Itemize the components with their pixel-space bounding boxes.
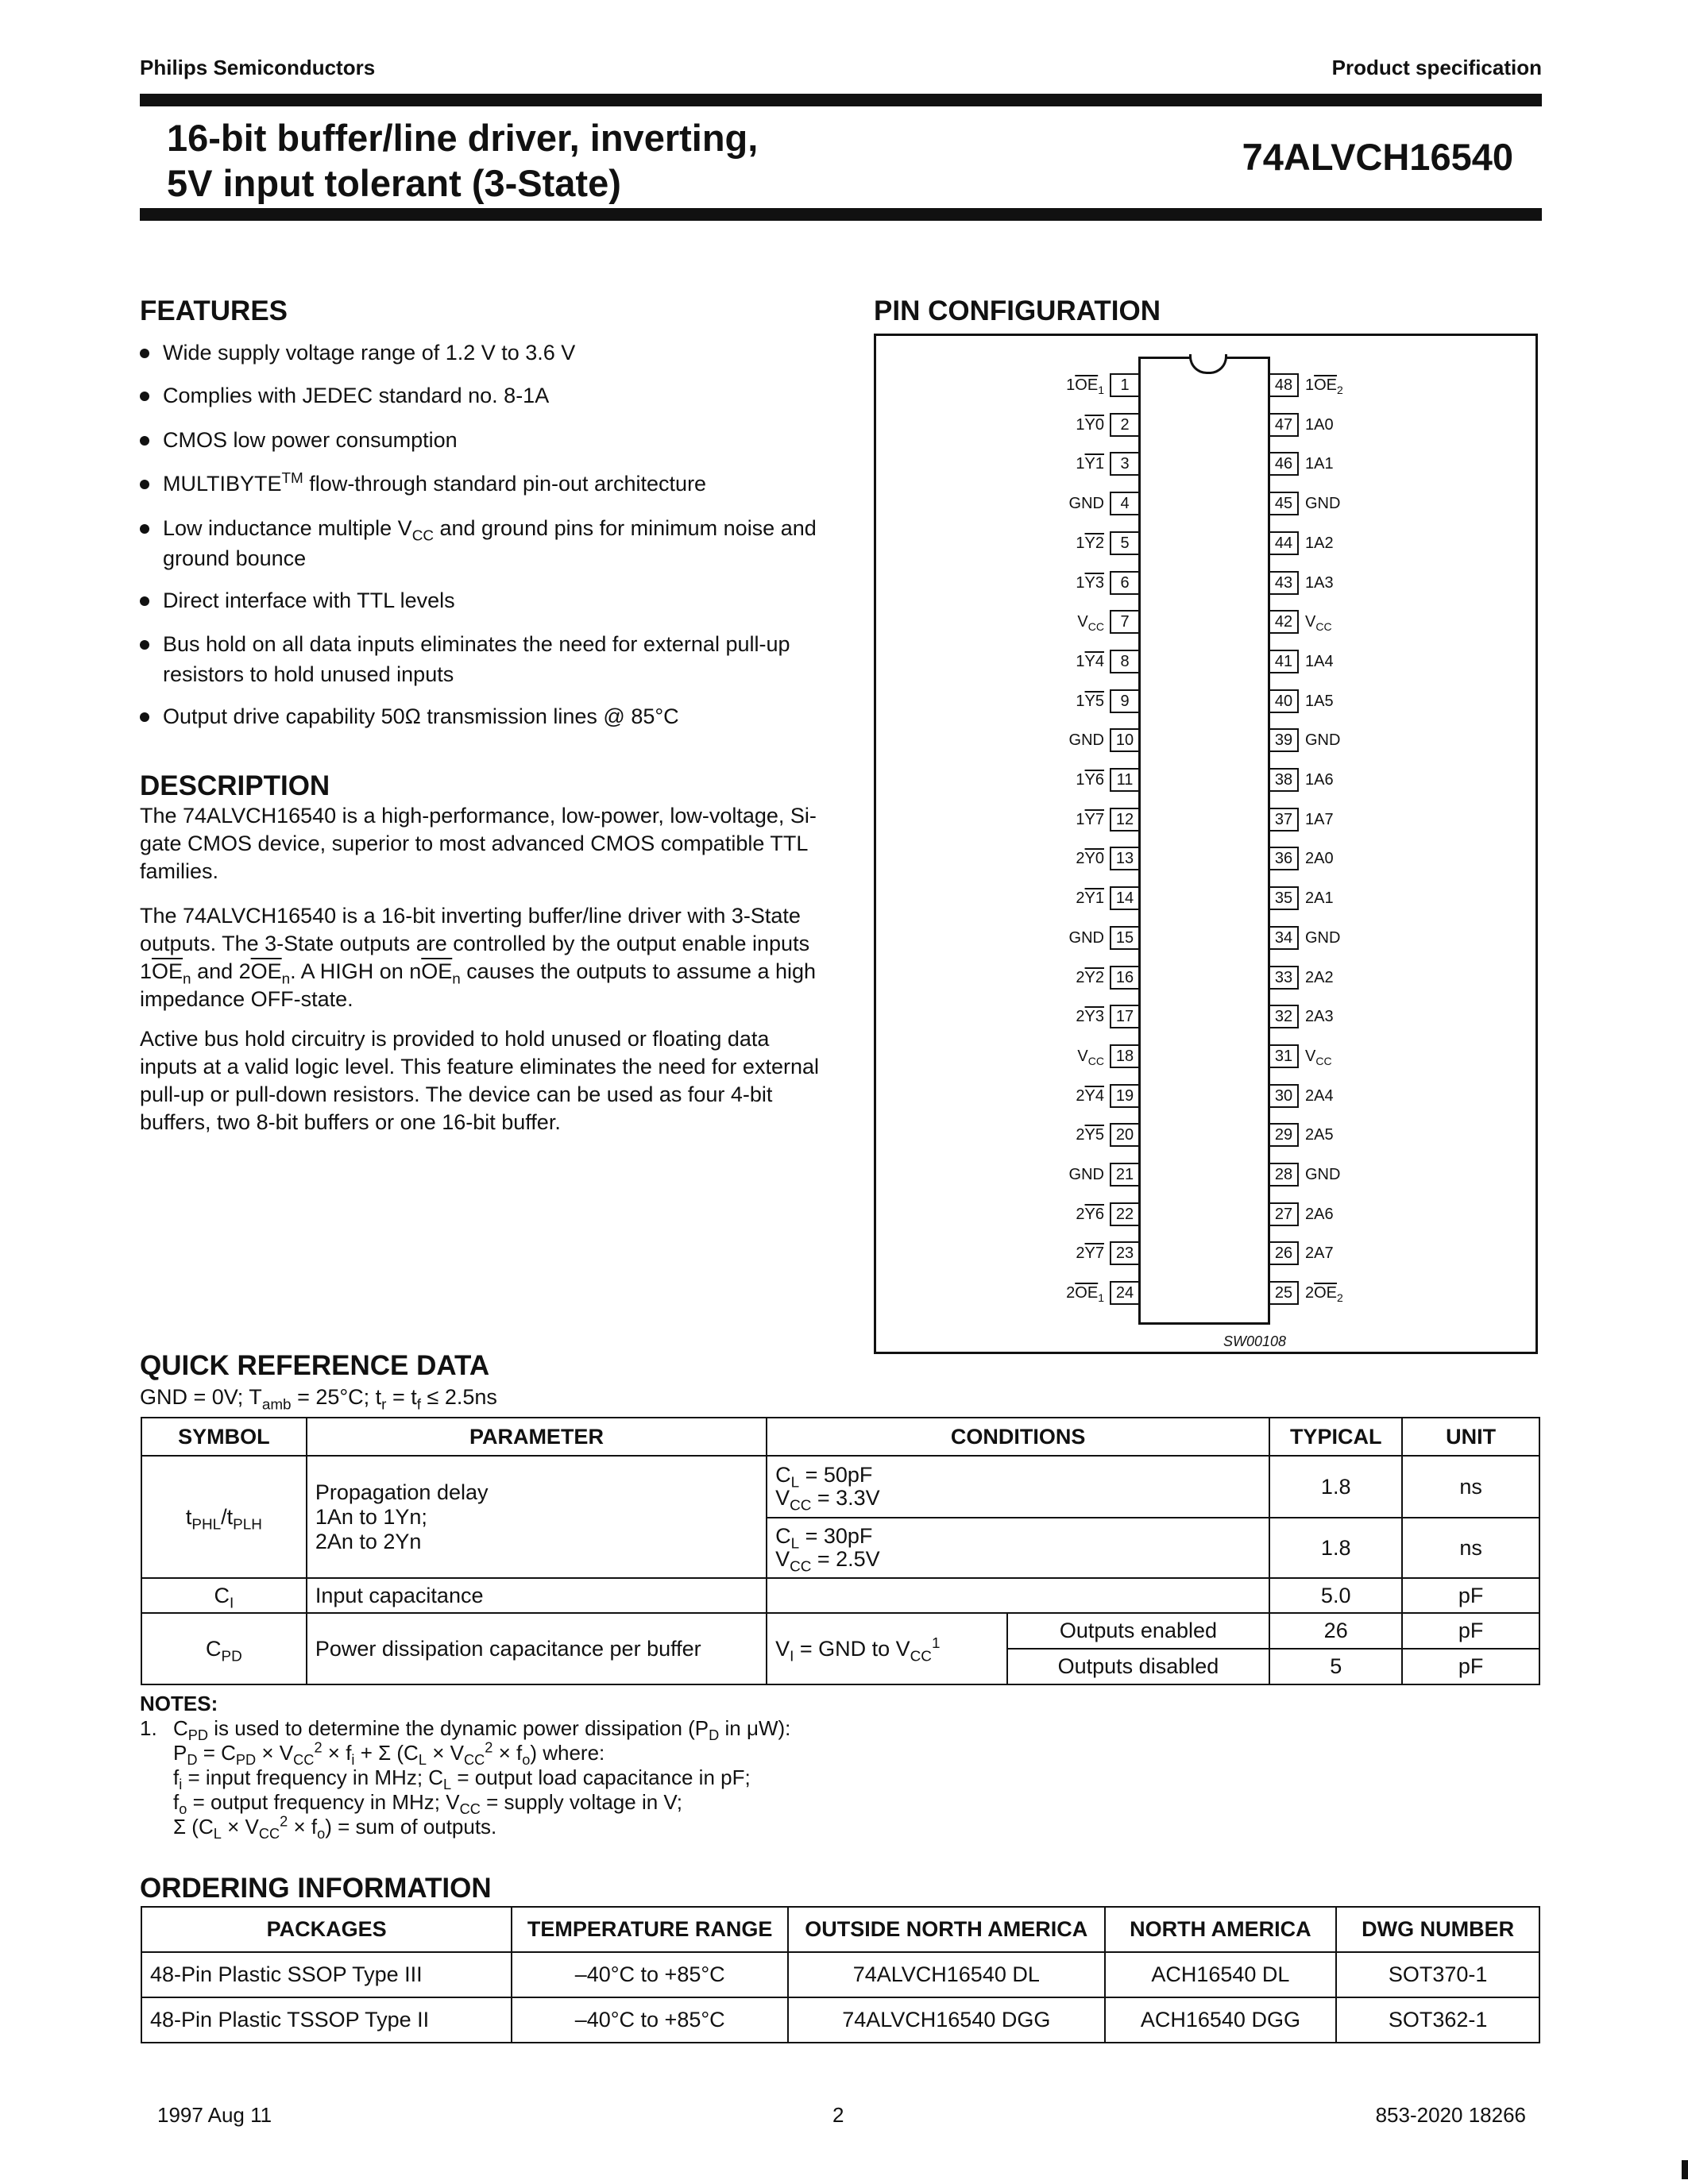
pin-number: 30 <box>1269 1084 1299 1108</box>
notes <box>140 1692 934 1843</box>
pin-number: 2 <box>1110 413 1140 437</box>
feature-item: Output drive capability 50Ω transmission lines @ 85°C <box>140 701 823 731</box>
package-cell: 48-Pin Plastic TSSOP Type II <box>141 1997 512 2043</box>
pin-number: 46 <box>1269 452 1299 476</box>
pin-number: 27 <box>1269 1202 1299 1226</box>
pin-number: 3 <box>1110 452 1140 476</box>
pin-number: 39 <box>1269 728 1299 752</box>
pin-label: 2A2 <box>1305 968 1334 986</box>
north-america-cell: ACH16540 DL <box>1105 1952 1337 1997</box>
pin-number: 32 <box>1269 1005 1299 1028</box>
parameter-cell: Input capacitance <box>307 1578 767 1613</box>
pin-number: 5 <box>1110 531 1140 555</box>
pin-number: 36 <box>1269 847 1299 870</box>
pin-number: 11 <box>1110 768 1140 792</box>
column-header: PARAMETER <box>307 1418 767 1456</box>
pin-label: 1A1 <box>1305 455 1334 473</box>
unit-cell: ns <box>1402 1456 1539 1518</box>
typical-cell: 5 <box>1269 1649 1402 1684</box>
pin-label: 2Y5 <box>1076 1126 1104 1144</box>
pin-number: 9 <box>1110 689 1140 713</box>
pin-number: 44 <box>1269 531 1299 555</box>
pin-label: $1\overline{OE}_2$ <box>1305 376 1343 396</box>
feature-item: Direct interface with TTL levels <box>140 585 823 615</box>
outside-na-cell: 74ALVCH16540 DGG <box>788 1997 1105 2043</box>
bullet-icon <box>140 640 149 650</box>
pin-number: 28 <box>1269 1163 1299 1187</box>
feature-item: MULTIBYTE™ flow-through standard pin-out architecture <box>140 469 823 499</box>
north-america-cell: ACH16540 DGG <box>1105 1997 1337 2043</box>
pin-number: 43 <box>1269 571 1299 595</box>
pin-number: 41 <box>1269 650 1299 673</box>
pin-number: 12 <box>1110 808 1140 832</box>
pin-label: GND <box>1068 731 1104 750</box>
bullet-icon <box>140 712 149 722</box>
footer-date: 1997 Aug 11 <box>157 2103 272 2127</box>
pin-number: 18 <box>1110 1044 1140 1068</box>
description-paragraph-1: The 74ALVCH16540 is a high-performance, low-power, low-voltage, Si-gate CMOS device, superior to most advanced CMOS compatible TTL families. <box>140 804 817 883</box>
pin-label: 1Y2 <box>1076 534 1104 552</box>
pin-number: 38 <box>1269 768 1299 792</box>
bullet-icon <box>140 596 149 606</box>
typical-cell: 26 <box>1269 1613 1402 1649</box>
pin-number: 13 <box>1110 847 1140 870</box>
figure-code: SW00108 <box>1223 1333 1287 1349</box>
pin-label: 1A5 <box>1305 692 1334 710</box>
package-cell: 48-Pin Plastic SSOP Type III <box>141 1952 512 1997</box>
pin-number: 24 <box>1110 1281 1140 1305</box>
pin-label: 1Y5 <box>1076 692 1104 710</box>
pin-number: 21 <box>1110 1163 1140 1187</box>
ordering-heading: ORDERING INFORMATION <box>140 1873 492 1904</box>
pin-number: 25 <box>1269 1281 1299 1305</box>
conditions-cell: Outputs enabled <box>1007 1613 1270 1649</box>
pin-number: 45 <box>1269 492 1299 515</box>
pin-number: 4 <box>1110 492 1140 515</box>
pin-label: GND <box>1305 1166 1341 1183</box>
pin-number: 16 <box>1110 966 1140 990</box>
pin-number: 7 <box>1110 610 1140 634</box>
conditions-cell: $C_L = 30pF$ $V_{CC} = 2.5V$ <box>767 1518 1269 1578</box>
pin-label: $2\overline{OE}_1$ <box>1066 1284 1104 1305</box>
pin-label: GND <box>1068 1166 1104 1183</box>
pin-label: 2A7 <box>1305 1244 1334 1263</box>
quick-ref-heading: QUICK REFERENCE DATA <box>140 1350 490 1381</box>
crop-mark <box>1682 2160 1688 2179</box>
note-1: 1. $C_{PD}$ is used to determine the dynamic power dissipation ($P_D$ in μW): $P_D = C_{PD} \times V_{CC}^2 \times f_i + \Sigma$ $(C_L \times V_{CC}^2 \times f_o)$ where: $f_i$ = input frequency in MHz; $C_L$ = output load capacitance in pF; $f_o$ = output frequency in MHz; $V_{CC}$ = supply voltage in V; Σ $(C_L \times V_{CC}^2 \times f_o)$ = sum of outputs. <box>140 1716 791 1843</box>
page-number: 2 <box>832 2103 844 2127</box>
parameter-cell: Propagation delay 1An to 1Yn; 2An to 2Yn <box>307 1456 767 1578</box>
header-rule-top <box>140 94 1542 106</box>
bullet-icon <box>140 480 149 489</box>
pin-label: 1Y6 <box>1076 771 1104 789</box>
table-row <box>141 1456 1539 1518</box>
parameter-cell: Power dissipation capacitance per buffer <box>307 1613 767 1684</box>
part-number: 74ALVCH16540 <box>1242 136 1513 178</box>
pin-number: 42 <box>1269 610 1299 634</box>
pin-label: 1Y1 <box>1076 455 1104 473</box>
pin-label: 1Y7 <box>1076 810 1104 828</box>
dwg-number-cell: SOT370-1 <box>1336 1952 1539 1997</box>
pin-number: 29 <box>1269 1123 1299 1147</box>
pin-number: 15 <box>1110 926 1140 950</box>
features-heading: FEATURES <box>140 295 288 326</box>
typical-cell: 5.0 <box>1269 1578 1402 1613</box>
temperature-cell: –40°C to +85°C <box>512 1952 788 1997</box>
symbol-cell: $C_{PD}$ <box>141 1613 307 1684</box>
typical-cell: 1.8 <box>1269 1456 1402 1518</box>
pin-label: 1Y3 <box>1076 573 1104 592</box>
company-name: Philips Semiconductors <box>140 56 376 79</box>
pin-label: 1Y4 <box>1076 652 1104 670</box>
pin-label: $V_{CC}$ <box>1305 1047 1332 1067</box>
column-header: DWG NUMBER <box>1336 1907 1539 1952</box>
pin-number: 19 <box>1110 1084 1140 1108</box>
pin-number: 40 <box>1269 689 1299 713</box>
feature-item: CMOS low power consumption <box>140 425 823 455</box>
pin-label: GND <box>1305 928 1341 947</box>
conditions-cell <box>767 1578 1269 1613</box>
pin-number: 31 <box>1269 1044 1299 1068</box>
quick-ref-table <box>141 1417 1540 1685</box>
pin-label: GND <box>1068 495 1104 513</box>
pin-number: 22 <box>1110 1202 1140 1226</box>
pin-number: 17 <box>1110 1005 1140 1028</box>
pin-label: 2Y2 <box>1076 968 1104 986</box>
pin-config-heading: PIN CONFIGURATION <box>874 295 1161 326</box>
table-row <box>141 1952 1539 1997</box>
pin-label: $V_{CC}$ <box>1305 613 1332 634</box>
pin-label: $1\overline{OE}_1$ <box>1066 376 1104 396</box>
symbol-cell: $t_{PHL}/t_{PLH}$ <box>141 1456 307 1578</box>
pin-label: 1A4 <box>1305 652 1334 670</box>
pin-number: 8 <box>1110 650 1140 673</box>
column-header: NORTH AMERICA <box>1105 1907 1337 1952</box>
pin-number: 37 <box>1269 808 1299 832</box>
temperature-cell: –40°C to +85°C <box>512 1997 788 2043</box>
pin-label: 2Y0 <box>1076 850 1104 868</box>
bullet-icon <box>140 349 149 358</box>
dwg-number-cell: SOT362-1 <box>1336 1997 1539 2043</box>
conditions-cell: $C_L = 50pF$ $V_{CC} = 3.3V$ <box>767 1456 1269 1518</box>
ordering-table <box>141 1906 1540 2043</box>
bullet-icon <box>140 436 149 446</box>
ic-package-body <box>1138 357 1270 1325</box>
pin-number: 26 <box>1269 1241 1299 1265</box>
column-header: TEMPERATURE RANGE <box>512 1907 788 1952</box>
pin-label: 2Y4 <box>1076 1086 1104 1105</box>
pin-number: 6 <box>1110 571 1140 595</box>
table-row <box>141 1997 1539 2043</box>
bullet-icon <box>140 524 149 534</box>
title-line-1: 16-bit buffer/line driver, inverting, <box>167 117 759 159</box>
table-row <box>141 1578 1539 1613</box>
feature-item: Wide supply voltage range of 1.2 V to 3.6 V <box>140 338 823 368</box>
pin-number: 20 <box>1110 1123 1140 1147</box>
pin-label: 2A5 <box>1305 1126 1334 1144</box>
pin-number: 33 <box>1269 966 1299 990</box>
pin-label: 2Y1 <box>1076 889 1104 908</box>
outside-na-cell: 74ALVCH16540 DL <box>788 1952 1105 1997</box>
pin-label: 2A1 <box>1305 889 1334 908</box>
pin-label: $V_{CC}$ <box>1077 1047 1104 1067</box>
description-paragraph-3: Active bus hold circuitry is provided to hold unused or floating data inputs at a valid logic level. This feature eliminates the need for external pull-up or pull-down resistors. The device can be used as four 4-bit buffers, two 8-bit buffers or one 16-bit buffer. <box>140 1027 819 1134</box>
column-header: UNIT <box>1402 1418 1539 1456</box>
notes-heading: NOTES: <box>140 1692 218 1715</box>
column-header: PACKAGES <box>141 1907 512 1952</box>
table-header-row <box>141 1907 1539 1952</box>
pin-label: 1A6 <box>1305 771 1334 789</box>
pin-label: 2Y7 <box>1076 1244 1104 1263</box>
pin-label: 2Y6 <box>1076 1205 1104 1223</box>
quick-ref-conditions: GND = 0V; $T_{amb} = 25^\circ C$; $t_r = t_f \le 2.5ns$ <box>140 1385 497 1414</box>
symbol-cell: $C_I$ <box>141 1578 307 1613</box>
unit-cell: ns <box>1402 1518 1539 1578</box>
pin-number: 1 <box>1110 373 1140 397</box>
footer-code: 853-2020 18266 <box>1375 2103 1526 2127</box>
table-row <box>141 1613 1539 1649</box>
bullet-icon <box>140 392 149 401</box>
pin-number: 47 <box>1269 413 1299 437</box>
pin-number: 35 <box>1269 886 1299 910</box>
pin-label: GND <box>1305 731 1341 750</box>
header-rule-bottom <box>140 208 1542 221</box>
title-line-2: 5V input tolerant (3-State) <box>167 162 621 204</box>
pin-label: 1A0 <box>1305 415 1334 434</box>
pin-label: 2A6 <box>1305 1205 1334 1223</box>
pin-label: $V_{CC}$ <box>1077 613 1104 634</box>
pin-label: 1A3 <box>1305 573 1334 592</box>
pin-number: 48 <box>1269 373 1299 397</box>
pin-label: GND <box>1068 928 1104 947</box>
description-heading: DESCRIPTION <box>140 770 330 801</box>
unit-cell: pF <box>1402 1578 1539 1613</box>
pin-label: 2A3 <box>1305 1008 1334 1026</box>
table-header-row <box>141 1418 1539 1456</box>
pin-number: 34 <box>1269 926 1299 950</box>
conditions-cell: $V_I$ = GND to $V_{CC}^1$ <box>767 1613 1007 1684</box>
column-header: TYPICAL <box>1269 1418 1402 1456</box>
document-type: Product specification <box>1331 56 1542 79</box>
pin-label: 2A4 <box>1305 1086 1334 1105</box>
pin-number: 23 <box>1110 1241 1140 1265</box>
pin-number: 14 <box>1110 886 1140 910</box>
column-header: OUTSIDE NORTH AMERICA <box>788 1907 1105 1952</box>
pin-label: 1A2 <box>1305 534 1334 552</box>
pin-label: 2Y3 <box>1076 1008 1104 1026</box>
pin-label: 1Y0 <box>1076 415 1104 434</box>
conditions-cell: Outputs disabled <box>1007 1649 1270 1684</box>
unit-cell: pF <box>1402 1613 1539 1649</box>
pin-label: 2A0 <box>1305 850 1334 868</box>
feature-item: Bus hold on all data inputs eliminates the need for external pull-up resistors to hold unused inputs <box>140 629 823 689</box>
unit-cell: pF <box>1402 1649 1539 1684</box>
pin-number: 10 <box>1110 728 1140 752</box>
typical-cell: 1.8 <box>1269 1518 1402 1578</box>
pin-label: $2\overline{OE}_2$ <box>1305 1284 1343 1305</box>
description-paragraph-2: The 74ALVCH16540 is a 16-bit inverting buffer/line driver with 3-State outputs. The 3-State outputs are controlled by the output enable inputs $1\overline{OE}_n$ and $2\overline{OE}_n$. A HIGH on $n\overline{OE}_n$ causes the outputs to assume a high impedance OFF-state. <box>140 904 817 1011</box>
column-header: CONDITIONS <box>767 1418 1269 1456</box>
column-header: SYMBOL <box>141 1418 307 1456</box>
document-title <box>167 115 758 206</box>
feature-item: Low inductance multiple $V_{CC}$ and ground pins for minimum noise and ground bounce <box>140 513 823 573</box>
pin-label: GND <box>1305 495 1341 513</box>
feature-item: Complies with JEDEC standard no. 8-1A <box>140 380 823 411</box>
pin-label: 1A7 <box>1305 810 1334 828</box>
